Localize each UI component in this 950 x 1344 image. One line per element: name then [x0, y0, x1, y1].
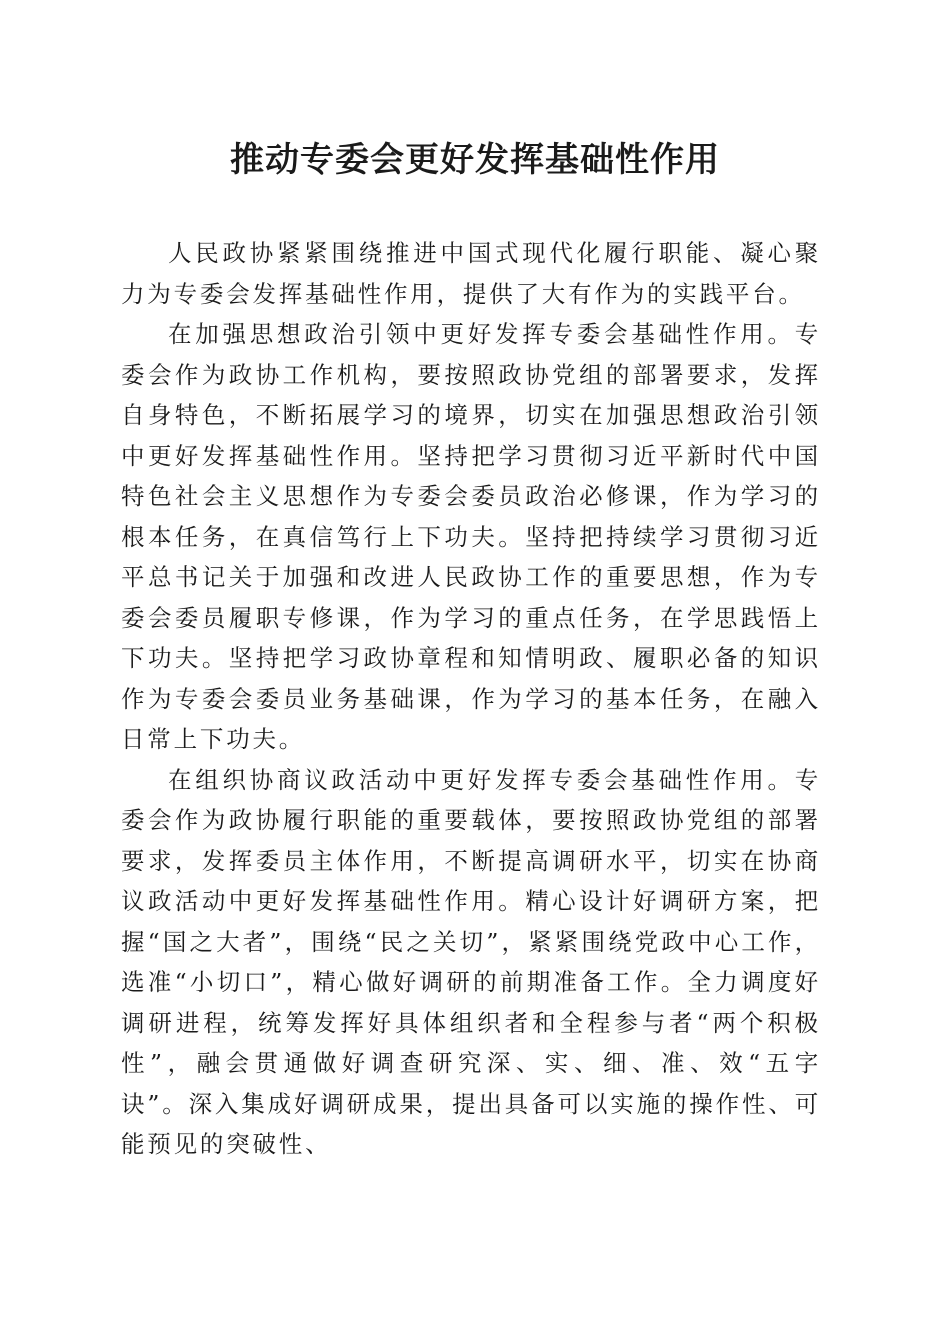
- paragraph: 在加强思想政治引领中更好发挥专委会基础性作用。专委会作为政协工作机构，要按照政协党组的部署要求，发挥自身特色，不断拓展学习的境界，切实在加强思想政治引领中更好发挥基础性作用。坚持把学习贯彻习近平新时代中国特色社会主义思想作为专委会委员政治必修课，作为学习的根本任务，在真信笃行上下功夫。坚持把持续学习贯彻习近平总书记关于加强和改进人民政协工作的重要思想，作为专委会委员履职专修课，作为学习的重点任务，在学思践悟上下功夫。坚持把学习政协章程和知情明政、履职必备的知识作为专委会委员业务基础课，作为学习的基本任务，在融入日常上下功夫。: [121, 320, 821, 753]
- document-body: [121, 233, 821, 1165]
- paragraph: 在组织协商议政活动中更好发挥专委会基础性作用。专委会作为政协履行职能的重要载体，要按照政协党组的部署要求，发挥委员主体作用，不断提高调研水平，切实在协商议政活动中更好发挥基础性作用。精心设计好调研方案，把握“国之大者”，围绕“民之关切”，紧紧围绕党政中心工作，选准“小切口”，精心做好调研的前期准备工作。全力调度好调研进程，统筹发挥好具体组织者和全程参与者“两个积极性”，融会贯通做好调查研究深、实、细、准、效“五字诀”。深入集成好调研成果，提出具备可以实施的操作性、可能预见的突破性、: [121, 765, 821, 1158]
- paragraph: 人民政协紧紧围绕推进中国式现代化履行职能、凝心聚力为专委会发挥基础性作用，提供了大有作为的实践平台。: [121, 239, 821, 308]
- document-title: 推动专委会更好发挥基础性作用: [230, 140, 720, 180]
